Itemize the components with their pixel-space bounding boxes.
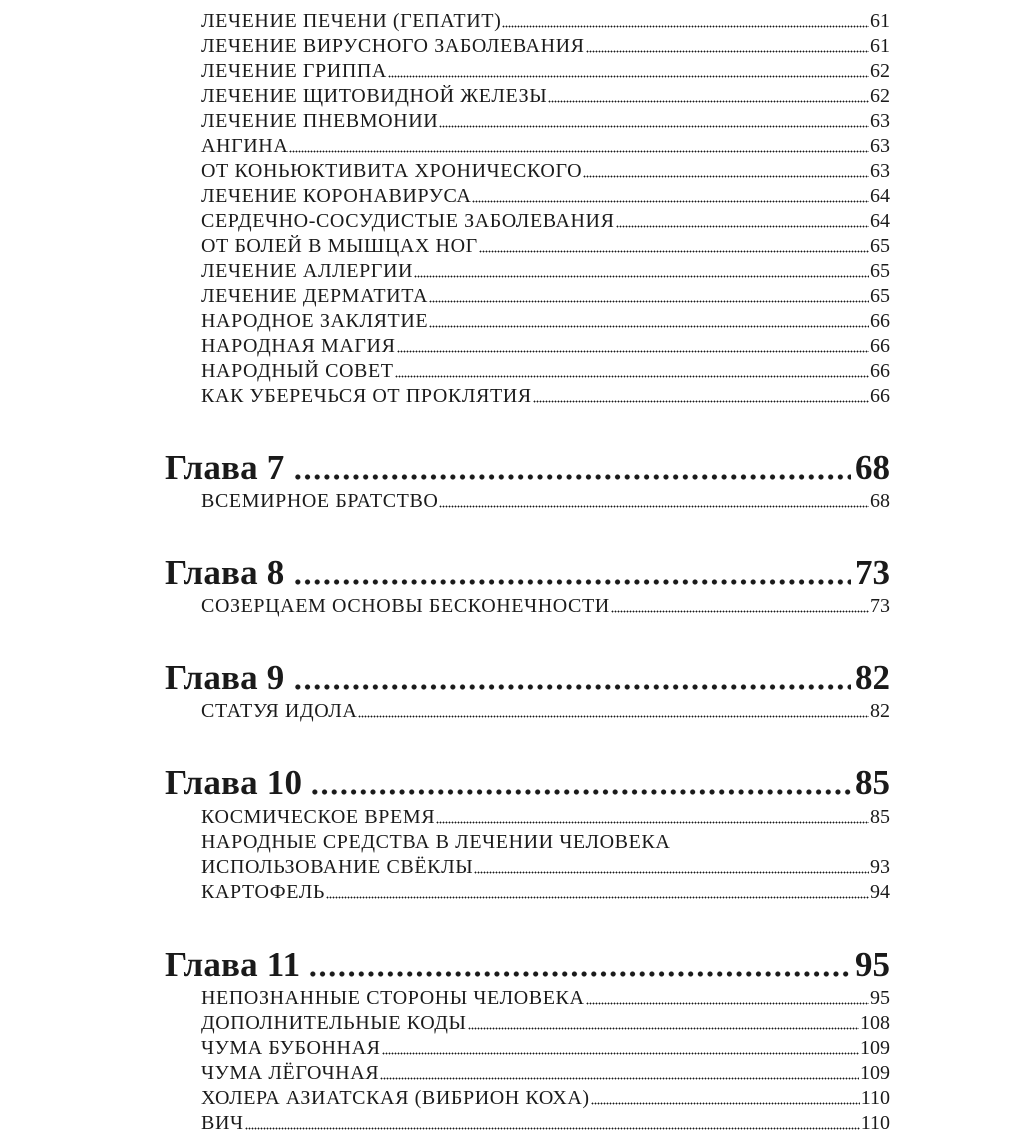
toc-entry[interactable]	[201, 1061, 890, 1086]
toc-entry-page: 95	[870, 987, 890, 1009]
toc-entry[interactable]	[201, 159, 890, 184]
chapter-title: Глава 10	[165, 763, 303, 802]
dot-leader	[380, 1077, 859, 1080]
toc-entry-title: КАРТОФЕЛЬ	[201, 881, 325, 903]
toc-entry-title: КАК УБЕРЕЧЬСЯ ОТ ПРОКЛЯТИЯ	[201, 385, 532, 407]
dot-leader	[439, 125, 869, 128]
dot-leader	[388, 75, 869, 78]
toc-entry-page: 110	[860, 1112, 890, 1134]
toc-entry[interactable]	[201, 109, 890, 134]
toc-entry-page: 108	[860, 1012, 890, 1034]
dot-leader	[382, 1052, 859, 1055]
toc-entry[interactable]	[201, 59, 890, 84]
toc-entry-page: 82	[870, 700, 890, 722]
toc-entry-title: ЛЕЧЕНИЕ КОРОНАВИРУСА	[201, 185, 472, 207]
dot-leader	[429, 300, 869, 303]
toc-entry-page: 61	[870, 35, 890, 57]
chapter-page: 85	[855, 763, 890, 802]
chapter-heading-8[interactable]	[165, 553, 890, 593]
toc-entry[interactable]	[201, 594, 890, 619]
toc-entry-title: ОТ БОЛЕЙ В МЫШЦАХ НОГ	[201, 235, 478, 257]
dot-leader	[474, 871, 869, 874]
dot-leader	[293, 684, 851, 690]
toc-entry-title: НАРОДНЫЙ СОВЕТ	[201, 360, 394, 382]
toc-entry[interactable]	[201, 184, 890, 209]
toc-entry[interactable]	[201, 489, 890, 514]
dot-leader	[583, 175, 869, 178]
dot-leader	[616, 225, 869, 228]
toc-entry[interactable]	[201, 384, 890, 409]
dot-leader	[293, 579, 851, 585]
toc-entry[interactable]	[201, 334, 890, 359]
dot-leader	[436, 821, 869, 824]
toc-entry-page: 64	[870, 210, 890, 232]
dot-leader	[468, 1027, 859, 1030]
toc-entry-title: ОТ КОНЬЮКТИВИТА ХРОНИЧЕСКОГО	[201, 160, 583, 182]
toc-entry-title: ДОПОЛНИТЕЛЬНЫЕ КОДЫ	[201, 1012, 467, 1034]
chapter-title: Глава 11	[165, 945, 301, 984]
dot-leader	[429, 325, 869, 328]
chapter-heading-7[interactable]	[165, 448, 890, 488]
leader-spacer	[671, 846, 889, 849]
toc-entry-title: КОСМИЧЕСКОЕ ВРЕМЯ	[201, 806, 436, 828]
toc-entry[interactable]	[201, 855, 890, 880]
chapter-title: Глава 7	[165, 448, 285, 487]
toc-entry-page: 65	[870, 260, 890, 282]
toc-entry-title: СТАТУЯ ИДОЛА	[201, 700, 358, 722]
toc-entry-title: ХОЛЕРА АЗИАТСКАЯ (ВИБРИОН КОХА)	[201, 1087, 590, 1109]
toc-entry[interactable]	[201, 830, 890, 855]
dot-leader	[308, 971, 851, 977]
toc-entry-title: НАРОДНЫЕ СРЕДСТВА В ЛЕЧЕНИИ ЧЕЛОВЕКА	[201, 831, 671, 853]
dot-leader	[245, 1127, 860, 1130]
toc-entry[interactable]	[201, 1086, 890, 1111]
dot-leader	[289, 150, 869, 153]
toc-entry-page: 93	[870, 856, 890, 878]
toc-entry-title: ЛЕЧЕНИЕ АЛЛЕРГИИ	[201, 260, 414, 282]
toc-entry-page: 62	[870, 85, 890, 107]
toc-entry[interactable]	[201, 359, 890, 384]
toc-entry[interactable]	[201, 880, 890, 905]
toc-entry-page: 66	[870, 360, 890, 382]
toc-entry-title: НАРОДНОЕ ЗАКЛЯТИЕ	[201, 310, 429, 332]
chapter-title: Глава 8	[165, 553, 285, 592]
toc-entry-page: 66	[870, 335, 890, 357]
chapter-page: 68	[855, 448, 890, 487]
toc-entry[interactable]	[201, 1011, 890, 1036]
toc-entry[interactable]	[201, 259, 890, 284]
toc-entry-title: СОЗЕРЦАЕМ ОСНОВЫ БЕСКОНЕЧНОСТИ	[201, 595, 610, 617]
dot-leader	[358, 715, 869, 718]
toc-entry-page: 64	[870, 185, 890, 207]
toc-entry-page: 63	[870, 135, 890, 157]
dot-leader	[548, 100, 869, 103]
dot-leader	[310, 789, 851, 795]
toc-entry-page: 65	[870, 235, 890, 257]
dot-leader	[502, 25, 869, 28]
toc-entry[interactable]	[201, 309, 890, 334]
dot-leader	[472, 200, 869, 203]
dot-leader	[395, 375, 869, 378]
toc-entry-page: 73	[870, 595, 890, 617]
toc-entry[interactable]	[201, 9, 890, 34]
dot-leader	[326, 896, 869, 899]
dot-leader	[397, 350, 869, 353]
toc-entry-page: 62	[870, 60, 890, 82]
toc-entry-page: 109	[860, 1062, 890, 1084]
dot-leader	[533, 400, 869, 403]
chapter-page: 95	[855, 945, 890, 984]
chapter-page: 73	[855, 553, 890, 592]
toc-entry[interactable]	[201, 234, 890, 259]
dot-leader	[591, 1102, 860, 1105]
toc-entry-title: ЛЕЧЕНИЕ ЩИТОВИДНОЙ ЖЕЛЕЗЫ	[201, 85, 548, 107]
toc-entry-title: ЛЕЧЕНИЕ ПНЕВМОНИИ	[201, 110, 439, 132]
toc-entry-title: СЕРДЕЧНО-СОСУДИСТЫЕ ЗАБОЛЕВАНИЯ	[201, 210, 615, 232]
dot-leader	[586, 50, 869, 53]
toc-entry[interactable]	[201, 34, 890, 59]
toc-entry-title: ВИЧ	[201, 1112, 244, 1134]
toc-entry-title: ЛЕЧЕНИЕ ГРИППА	[201, 60, 387, 82]
toc-entry-page: 63	[870, 160, 890, 182]
toc-entry[interactable]	[201, 1036, 890, 1061]
toc-entry[interactable]	[201, 84, 890, 109]
toc-entry-page: 109	[860, 1037, 890, 1059]
toc-entry[interactable]	[201, 284, 890, 309]
toc-entry[interactable]	[201, 805, 890, 830]
toc-entry-title: ЛЕЧЕНИЕ ВИРУСНОГО ЗАБОЛЕВАНИЯ	[201, 35, 585, 57]
toc-entry-title: ЛЕЧЕНИЕ ПЕЧЕНИ (ГЕПАТИТ)	[201, 10, 502, 32]
toc-entry-page: 94	[870, 881, 890, 903]
dot-leader	[479, 250, 869, 253]
toc-entry-page: 61	[870, 10, 890, 32]
toc-entry-page: 63	[870, 110, 890, 132]
toc-entry[interactable]	[201, 134, 890, 159]
chapter-heading-11[interactable]	[165, 945, 890, 985]
toc-entry-title: НЕПОЗНАННЫЕ СТОРОНЫ ЧЕЛОВЕКА	[201, 987, 585, 1009]
dot-leader	[439, 505, 869, 508]
toc-entry-title: ИСПОЛЬЗОВАНИЕ СВЁКЛЫ	[201, 856, 474, 878]
dot-leader	[293, 474, 851, 480]
toc-entry-page: 66	[870, 385, 890, 407]
dot-leader	[414, 275, 869, 278]
toc-entry-title: ЧУМА БУБОННАЯ	[201, 1037, 381, 1059]
chapter-heading-9[interactable]	[165, 658, 890, 698]
chapter-title: Глава 9	[165, 658, 285, 697]
toc-entry-title: АНГИНА	[201, 135, 289, 157]
toc-entry-title: ЧУМА ЛЁГОЧНАЯ	[201, 1062, 380, 1084]
dot-leader	[586, 1002, 869, 1005]
toc-entry[interactable]	[201, 1111, 890, 1136]
toc-entry-page: 65	[870, 285, 890, 307]
toc-entry[interactable]	[201, 699, 890, 724]
toc-entry[interactable]	[201, 209, 890, 234]
toc-entry-title: НАРОДНАЯ МАГИЯ	[201, 335, 396, 357]
dot-leader	[611, 610, 869, 613]
toc-entry-page: 110	[860, 1087, 890, 1109]
toc-entry-page: 66	[870, 310, 890, 332]
toc-entry-page: 68	[870, 490, 890, 512]
toc-entry[interactable]	[201, 986, 890, 1011]
toc-entry-page: 85	[870, 806, 890, 828]
chapter-heading-10[interactable]	[165, 763, 890, 803]
toc-entry-title: ЛЕЧЕНИЕ ДЕРМАТИТА	[201, 285, 429, 307]
toc-entry-title: ВСЕМИРНОЕ БРАТСТВО	[201, 490, 439, 512]
chapter-page: 82	[855, 658, 890, 697]
